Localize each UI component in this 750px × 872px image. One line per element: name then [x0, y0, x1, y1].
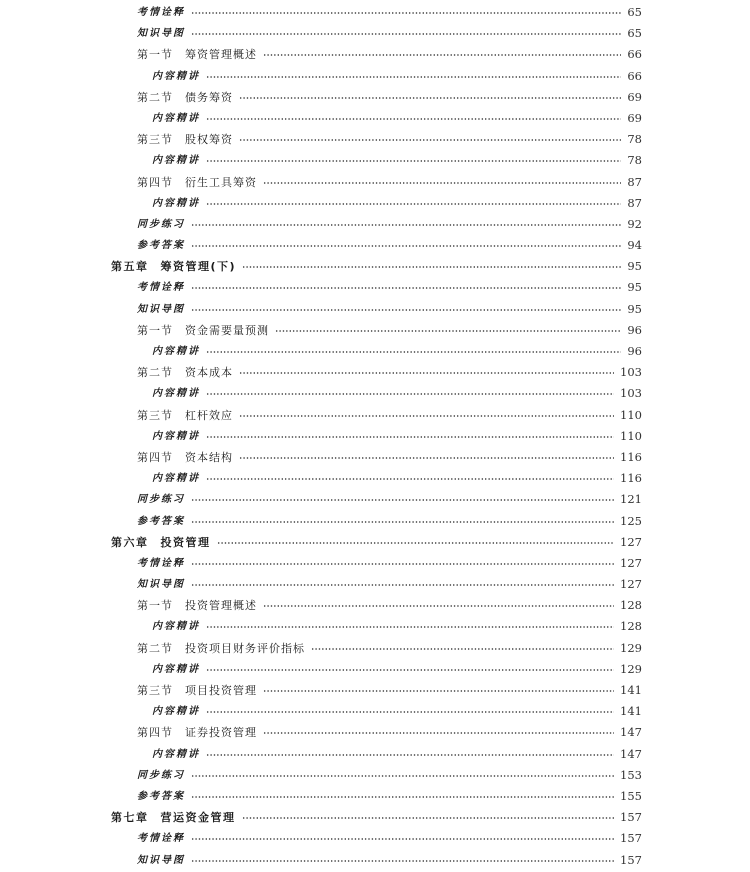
- entry-title: 知识导图: [137, 579, 185, 591]
- dot-leader: [263, 690, 614, 692]
- page-number: 65: [627, 5, 642, 19]
- toc-section-entry[interactable]: [0, 362, 750, 383]
- entry-title: 内容精讲: [152, 346, 200, 357]
- page-number: 127: [620, 534, 642, 549]
- toc-entry-label: [137, 722, 257, 743]
- page-number: 87: [627, 174, 642, 189]
- toc-section-entry[interactable]: [0, 172, 750, 193]
- toc-entry-label: [137, 511, 185, 532]
- toc-entry-label: [137, 235, 185, 256]
- entry-title: 知识导图: [137, 28, 185, 40]
- page-number: 78: [627, 153, 642, 168]
- dot-leader: [191, 838, 614, 840]
- toc-entry-label: [152, 108, 200, 129]
- toc-entry-label: [137, 172, 257, 193]
- page-number: 129: [620, 661, 642, 676]
- dot-leader: [191, 224, 621, 226]
- dot-leader: [217, 542, 614, 544]
- dot-leader: [206, 203, 621, 205]
- toc-entry[interactable]: [0, 786, 750, 807]
- page-number: 96: [627, 344, 642, 358]
- page-number: 127: [620, 577, 642, 592]
- entry-title: 参考答案: [137, 240, 185, 252]
- page-number: 78: [627, 132, 642, 147]
- toc-entry-label: [137, 44, 257, 65]
- page-number: 103: [620, 365, 642, 380]
- toc-entry-label: [137, 595, 257, 616]
- toc-entry[interactable]: [0, 235, 750, 256]
- toc-entry-label: [152, 616, 200, 637]
- page-number: 95: [627, 280, 642, 295]
- entry-title: 考情诠释: [137, 282, 185, 294]
- toc-entry-label: [137, 277, 185, 298]
- page-number: 95: [627, 301, 642, 316]
- dot-leader: [263, 732, 614, 734]
- toc-entry[interactable]: [0, 828, 750, 849]
- toc-entry-label: [152, 66, 200, 87]
- dot-leader: [311, 648, 614, 650]
- dot-leader: [239, 415, 614, 417]
- entry-title: 内容精讲: [152, 430, 200, 442]
- dot-leader: [206, 754, 614, 756]
- toc-entry-label: [137, 362, 233, 383]
- toc-entry-label: [111, 256, 236, 277]
- dot-leader: [263, 605, 614, 607]
- toc-section-entry[interactable]: [0, 638, 750, 659]
- entry-title: 投资管理概述: [185, 599, 257, 613]
- toc-entry-label: [137, 828, 185, 849]
- toc-entry-label: [137, 489, 185, 510]
- toc-chapter-entry[interactable]: [0, 256, 750, 277]
- dot-leader: [206, 76, 621, 78]
- chapter-number: 第七章: [111, 811, 149, 825]
- toc-entry-label: [152, 426, 200, 447]
- toc-entry-label: [137, 765, 185, 786]
- page-number: 66: [627, 47, 642, 62]
- toc-entry[interactable]: [0, 277, 750, 298]
- entry-title: 知识导图: [137, 303, 185, 315]
- dot-leader: [275, 330, 621, 332]
- toc-entry[interactable]: [0, 765, 750, 786]
- entry-title: 资金需要量预测: [185, 323, 269, 337]
- toc-entry[interactable]: [0, 150, 750, 171]
- dot-leader: [191, 33, 621, 35]
- section-number: 第四节: [137, 175, 173, 189]
- toc-entry-label: [111, 532, 211, 553]
- toc-entry-label: [152, 150, 200, 171]
- dot-leader: [206, 351, 621, 353]
- page-number: 69: [627, 110, 642, 125]
- toc-entry-label: [137, 447, 233, 468]
- dot-leader: [239, 372, 614, 374]
- entry-title: 资本结构: [185, 450, 233, 464]
- page-number: 110: [620, 407, 642, 422]
- dot-leader: [239, 457, 614, 459]
- dot-leader: [206, 436, 614, 438]
- dot-leader: [242, 266, 621, 268]
- toc-entry[interactable]: [0, 23, 750, 44]
- entry-title: 投资项目财务评价指标: [185, 641, 305, 655]
- entry-title: 内容精讲: [152, 663, 200, 675]
- entry-title: 内容精讲: [152, 112, 200, 124]
- entry-title: 内容精讲: [152, 706, 200, 718]
- dot-leader: [263, 54, 621, 56]
- page-number: 155: [620, 788, 642, 803]
- toc-section-entry[interactable]: [0, 44, 750, 65]
- dot-leader: [191, 499, 614, 501]
- toc-entry[interactable]: [0, 299, 750, 320]
- toc-section-entry[interactable]: [0, 129, 750, 150]
- toc-entry-label: [152, 383, 200, 404]
- dot-leader: [191, 521, 614, 523]
- toc-entry-label: [137, 574, 185, 595]
- toc-section-entry[interactable]: [0, 595, 750, 616]
- entry-title: 同步练习: [137, 769, 185, 781]
- entry-title: 证券投资管理: [185, 726, 257, 740]
- page-number: 127: [620, 555, 642, 570]
- dot-leader: [191, 309, 621, 311]
- toc-section-entry[interactable]: [0, 680, 750, 701]
- chapter-number: 第五章: [111, 260, 149, 274]
- entry-title: 考情诠释: [137, 7, 185, 18]
- toc-entry-label: [137, 23, 185, 44]
- toc-entry[interactable]: [0, 744, 750, 765]
- entry-title: 杠杆效应: [185, 408, 233, 422]
- entry-title: 知识导图: [137, 854, 185, 866]
- toc-entry-label: [137, 786, 185, 807]
- page-number: 157: [620, 810, 642, 825]
- page-number: 128: [620, 598, 642, 613]
- toc-entry[interactable]: [0, 616, 750, 637]
- dot-leader: [191, 12, 621, 14]
- dot-leader: [191, 584, 614, 586]
- dot-leader: [206, 711, 614, 713]
- entry-title: 筹资管理概述: [185, 48, 257, 62]
- page-number: 95: [627, 259, 642, 274]
- section-number: 第二节: [137, 641, 173, 655]
- toc-entry[interactable]: [0, 659, 750, 680]
- section-number: 第二节: [137, 366, 173, 380]
- toc-entry[interactable]: [0, 341, 750, 362]
- section-number: 第二节: [137, 90, 173, 104]
- toc-entry-label: [137, 553, 185, 574]
- dot-leader: [263, 182, 621, 184]
- entry-title: 同步练习: [137, 494, 185, 506]
- page-number: 103: [620, 386, 642, 401]
- dot-leader: [191, 775, 614, 777]
- toc-entry-label: [152, 744, 200, 765]
- entry-title: 筹资管理(下): [160, 260, 237, 274]
- toc-entry-label: [137, 87, 233, 108]
- toc-section-entry[interactable]: [0, 405, 750, 426]
- dot-leader: [191, 860, 614, 862]
- entry-title: 内容精讲: [152, 621, 200, 633]
- section-number: 第四节: [137, 726, 173, 740]
- page-number: 153: [620, 767, 642, 782]
- page-number: 87: [627, 195, 642, 210]
- toc-section-entry[interactable]: [0, 87, 750, 108]
- page-number: 92: [627, 216, 642, 231]
- page-number: 110: [620, 428, 642, 443]
- toc-entry-label: [137, 680, 257, 701]
- entry-title: 参考答案: [137, 515, 185, 527]
- dot-leader: [206, 669, 614, 671]
- toc-entry[interactable]: [0, 193, 750, 214]
- entry-title: 股权筹资: [185, 133, 233, 147]
- page-number: 116: [620, 471, 642, 486]
- entry-title: 考情诠释: [137, 833, 185, 845]
- toc-entry[interactable]: [0, 701, 750, 722]
- page-number: 157: [620, 852, 642, 867]
- page-number: 147: [620, 725, 642, 740]
- entry-title: 债务筹资: [185, 90, 233, 104]
- page-number: 157: [620, 831, 642, 846]
- toc-entry-label: [152, 341, 200, 362]
- dot-leader: [191, 563, 614, 565]
- page-number: 147: [620, 746, 642, 761]
- entry-title: 投资管理: [160, 535, 211, 549]
- toc-section-entry[interactable]: [0, 722, 750, 743]
- dot-leader: [206, 478, 614, 480]
- toc-entry[interactable]: [0, 108, 750, 129]
- toc-entry[interactable]: [0, 2, 750, 23]
- toc-entry-label: [152, 468, 200, 489]
- section-number: 第一节: [137, 48, 173, 62]
- section-number: 第三节: [137, 408, 173, 422]
- page-number: 121: [620, 492, 642, 507]
- toc-entry[interactable]: [0, 214, 750, 235]
- toc-entry-label: [137, 405, 233, 426]
- toc-section-entry[interactable]: [0, 447, 750, 468]
- toc-entry-label: [137, 214, 185, 235]
- page-number: 66: [627, 68, 642, 83]
- section-number: 第一节: [137, 599, 173, 613]
- toc-entry-label: [137, 129, 233, 150]
- dot-leader: [206, 393, 614, 395]
- toc-entry[interactable]: [0, 489, 750, 510]
- entry-title: 内容精讲: [152, 70, 200, 82]
- dot-leader: [239, 97, 621, 99]
- page-number: 125: [620, 513, 642, 528]
- toc-entry[interactable]: [0, 468, 750, 489]
- toc-entry[interactable]: [0, 553, 750, 574]
- toc-entry[interactable]: [0, 383, 750, 404]
- toc-entry-label: [111, 807, 236, 828]
- toc-entry-label: [137, 638, 305, 659]
- page-number: 94: [627, 238, 642, 253]
- page-number: 141: [620, 683, 642, 697]
- toc-chapter-entry[interactable]: [0, 532, 750, 553]
- dot-leader: [206, 118, 621, 120]
- dot-leader: [191, 796, 614, 798]
- dot-leader: [191, 245, 621, 247]
- toc-chapter-entry[interactable]: [0, 807, 750, 828]
- chapter-number: 第六章: [111, 535, 149, 549]
- entry-title: 内容精讲: [152, 197, 200, 209]
- page-number: 65: [627, 26, 642, 41]
- entry-title: 营运资金管理: [160, 811, 236, 825]
- section-number: 第一节: [137, 323, 173, 337]
- toc-entry[interactable]: [0, 850, 750, 871]
- toc-entry[interactable]: [0, 574, 750, 595]
- entry-title: 内容精讲: [152, 388, 200, 400]
- toc-entry[interactable]: [0, 66, 750, 87]
- entry-title: 内容精讲: [152, 473, 200, 485]
- toc-entry[interactable]: [0, 426, 750, 447]
- table-of-contents: [0, 2, 750, 871]
- section-number: 第三节: [137, 133, 173, 147]
- page-number: 128: [620, 619, 642, 634]
- dot-leader: [239, 139, 621, 141]
- toc-entry-label: [137, 299, 185, 320]
- page-number: 96: [627, 322, 642, 337]
- page-number: 141: [620, 704, 642, 719]
- toc-section-entry[interactable]: [0, 320, 750, 341]
- toc-entry-label: [152, 659, 200, 680]
- page-number: 129: [620, 640, 642, 655]
- toc-entry[interactable]: [0, 511, 750, 532]
- dot-leader: [206, 160, 621, 162]
- entry-title: 衍生工具筹资: [185, 175, 257, 189]
- toc-entry-label: [152, 193, 200, 214]
- page-number: 69: [627, 89, 642, 104]
- entry-title: 项目投资管理: [185, 684, 257, 697]
- section-number: 第四节: [137, 450, 173, 464]
- dot-leader: [206, 626, 614, 628]
- entry-title: 同步练习: [137, 218, 185, 230]
- entry-title: 内容精讲: [152, 155, 200, 167]
- toc-entry-label: [152, 701, 200, 722]
- page-number: 116: [620, 449, 642, 464]
- entry-title: 资本成本: [185, 366, 233, 380]
- entry-title: 参考答案: [137, 790, 185, 802]
- entry-title: 内容精讲: [152, 748, 200, 760]
- toc-entry-label: [137, 850, 185, 871]
- dot-leader: [242, 817, 614, 819]
- dot-leader: [191, 287, 621, 289]
- section-number: 第三节: [137, 684, 173, 697]
- entry-title: 考情诠释: [137, 557, 185, 569]
- toc-entry-label: [137, 2, 185, 23]
- toc-entry-label: [137, 320, 269, 341]
